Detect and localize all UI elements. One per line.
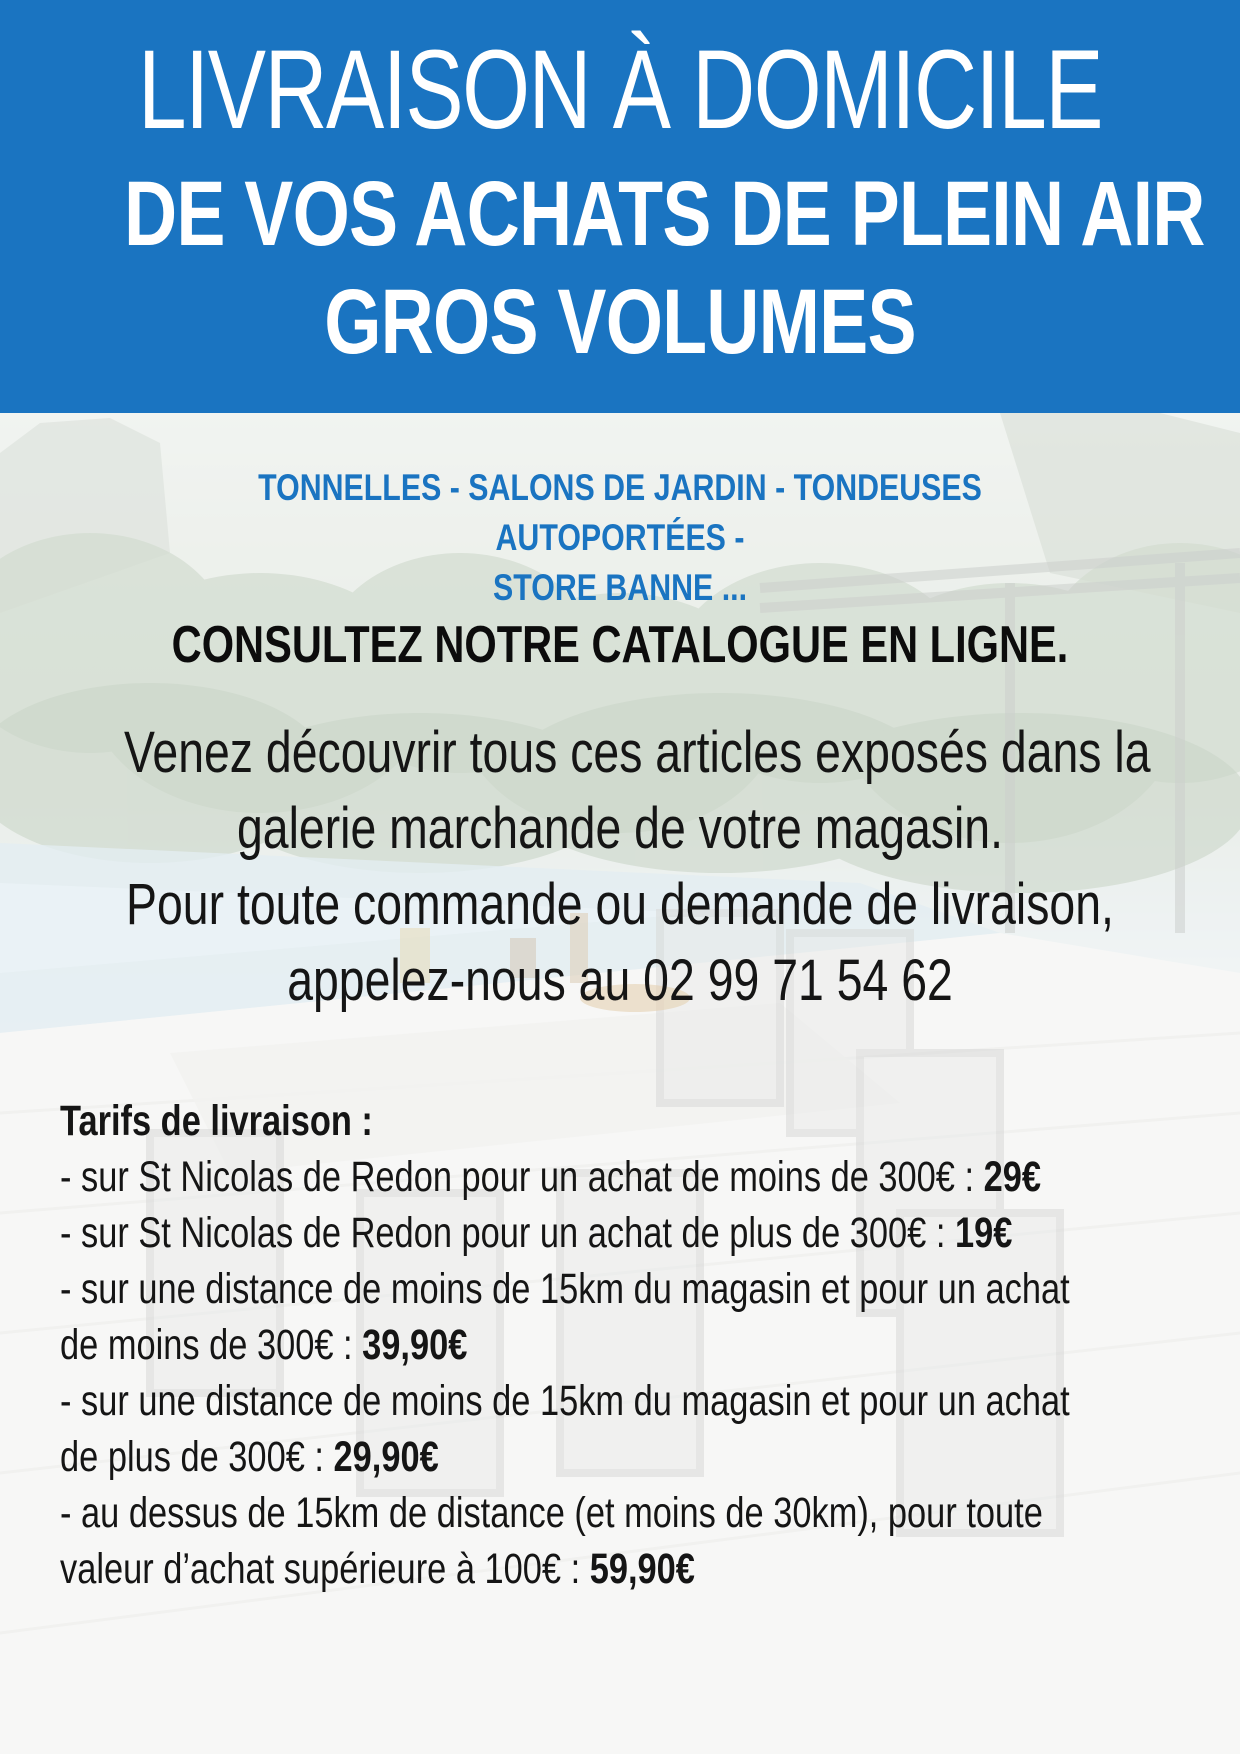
intro-line-4: appelez-nous au 02 99 71 54 62 [287, 948, 953, 1013]
rate-text: - sur une distance de moins de 15km du magasin et pour un achat [60, 1377, 1070, 1425]
intro-line-1: Venez découvrir tous ces articles exposés dans la [124, 720, 1151, 785]
delivery-rates [60, 1093, 1180, 1597]
intro-line-2: galerie marchande de votre magasin. [236, 796, 1004, 861]
rate-row [60, 1541, 956, 1597]
catalogue-callout: CONSULTEZ NOTRE CATALOGUE EN LIGNE. [171, 616, 1069, 674]
rate-row [60, 1261, 1070, 1317]
product-categories [161, 463, 1079, 613]
header-banner [0, 0, 1240, 413]
intro-line-3: Pour toute commande ou demande de livraison, [126, 872, 1114, 937]
rate-row [60, 1317, 956, 1373]
rate-row [60, 1205, 1013, 1261]
rate-row [60, 1485, 1043, 1541]
main-content [0, 413, 1240, 1754]
categories-line-1: TONNELLES - SALONS DE JARDIN - TONDEUSES AUTOPORTÉES - [258, 467, 982, 558]
rate-row [60, 1149, 1042, 1205]
categories-line-2: STORE BANNE ... [493, 567, 747, 608]
rate-row [60, 1429, 956, 1485]
rate-text: - au dessus de 15km de distance (et moins de 30km), pour toute [60, 1489, 1043, 1537]
rate-row [60, 1373, 1070, 1429]
rate-text: valeur d’achat supérieure à 100€ : [60, 1545, 590, 1593]
rate-price: 59,90€ [589, 1545, 695, 1593]
intro-paragraph [0, 715, 1240, 1019]
rate-price: 39,90€ [362, 1321, 468, 1369]
headline-livraison: LIVRAISON À DOMICILE [138, 27, 1102, 152]
rate-text: - sur St Nicolas de Redon pour un achat de plus de 300€ : [60, 1209, 955, 1257]
headline-achats: DE VOS ACHATS DE PLEIN AIR [124, 163, 1205, 265]
rate-text: - sur St Nicolas de Redon pour un achat de moins de 300€ : [60, 1153, 984, 1201]
rate-text: - sur une distance de moins de 15km du magasin et pour un achat [60, 1265, 1070, 1313]
rate-text: de moins de 300€ : [60, 1321, 363, 1369]
rate-price: 29€ [983, 1153, 1042, 1201]
rate-text: de plus de 300€ : [60, 1433, 334, 1481]
rates-title: Tarifs de livraison : [60, 1097, 373, 1145]
rate-price: 19€ [954, 1209, 1013, 1257]
rate-price: 29,90€ [333, 1433, 439, 1481]
headline-gros-volumes: GROS VOLUMES [324, 271, 916, 373]
